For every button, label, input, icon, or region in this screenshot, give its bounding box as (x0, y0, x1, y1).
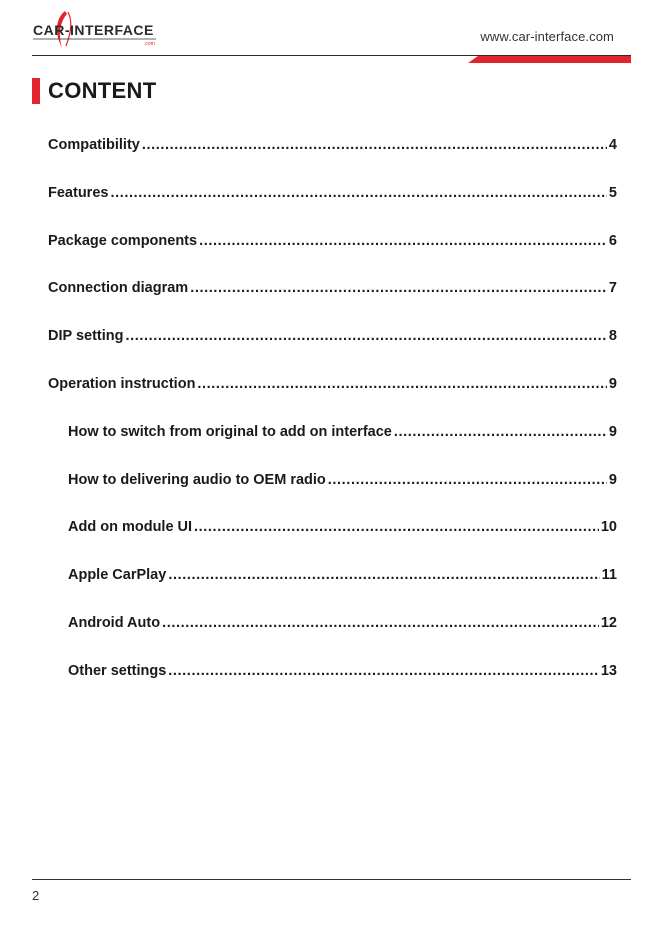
toc-entry-label: DIP setting (48, 328, 124, 345)
toc-entry-page-number: 11 (601, 567, 617, 584)
toc-leader-dots (328, 472, 607, 488)
toc-entry-page-number: 6 (608, 232, 617, 249)
toc-entry-page-number: 7 (608, 280, 617, 297)
toc-entry-page-number: 9 (608, 423, 617, 440)
toc-entry-label: Android Auto (68, 615, 161, 631)
toc-entry-label: Features (48, 184, 109, 201)
toc-leader-dots (194, 519, 599, 535)
header-divider (32, 55, 631, 63)
toc-entry-page-number: 9 (608, 376, 617, 392)
toc-entry[interactable] (48, 233, 617, 253)
toc-entry-label: Add on module UI (68, 519, 193, 536)
toc-leader-dots (162, 615, 599, 631)
toc-entry[interactable] (68, 615, 617, 635)
toc-entry[interactable] (68, 519, 617, 539)
toc-entry-page-number: 8 (608, 328, 617, 345)
toc-leader-dots (125, 328, 606, 344)
logo-wordmark: CAR-INTERFACE (33, 22, 154, 38)
toc-leader-dots (190, 280, 607, 296)
toc-entry-label: Compatibility (48, 137, 140, 153)
toc-entry[interactable] (48, 280, 617, 300)
toc-leader-dots (197, 376, 607, 392)
toc-entry[interactable] (48, 185, 617, 205)
toc-entry[interactable] (68, 472, 617, 492)
toc-entry-label: How to delivering audio to OEM radio (68, 471, 326, 488)
toc-leader-dots (142, 137, 607, 153)
toc-entry-page-number: 10 (600, 519, 617, 536)
toc-entry-label: Apple CarPlay (68, 567, 167, 584)
toc-entry-page-number: 9 (608, 471, 617, 488)
logo-suffix: .com (144, 41, 155, 47)
toc-leader-dots (110, 185, 606, 201)
page-title: CONTENT (48, 78, 157, 103)
toc-entry-page-number: 5 (608, 184, 617, 201)
toc-entry-label: Connection diagram (48, 280, 189, 297)
toc-entry-label: Package components (48, 232, 198, 249)
title-accent-bar (32, 78, 40, 104)
footer-divider (32, 879, 631, 880)
toc-leader-dots (168, 663, 599, 679)
toc-entry-page-number: 12 (600, 615, 617, 631)
toc-entry-label: Operation instruction (48, 376, 196, 392)
car-interface-logo (32, 8, 158, 52)
toc-entry-page-number: 4 (608, 137, 617, 153)
toc-entry-page-number: 13 (600, 662, 617, 679)
toc-entry-label: Other settings (68, 662, 167, 679)
toc-leader-dots (168, 567, 599, 583)
toc-leader-dots (394, 424, 607, 440)
website-url[interactable]: www.car-interface.com (480, 29, 614, 44)
toc-leader-dots (199, 233, 607, 249)
toc-entry[interactable] (48, 376, 617, 396)
toc-entry[interactable] (68, 663, 617, 683)
toc-entry-label: How to switch from original to add on interface (68, 423, 392, 440)
toc-entry[interactable] (68, 424, 617, 444)
toc-entry[interactable] (48, 328, 617, 348)
page-number: 2 (32, 888, 40, 903)
toc-entry[interactable] (68, 567, 617, 587)
toc-entry[interactable] (48, 137, 617, 157)
